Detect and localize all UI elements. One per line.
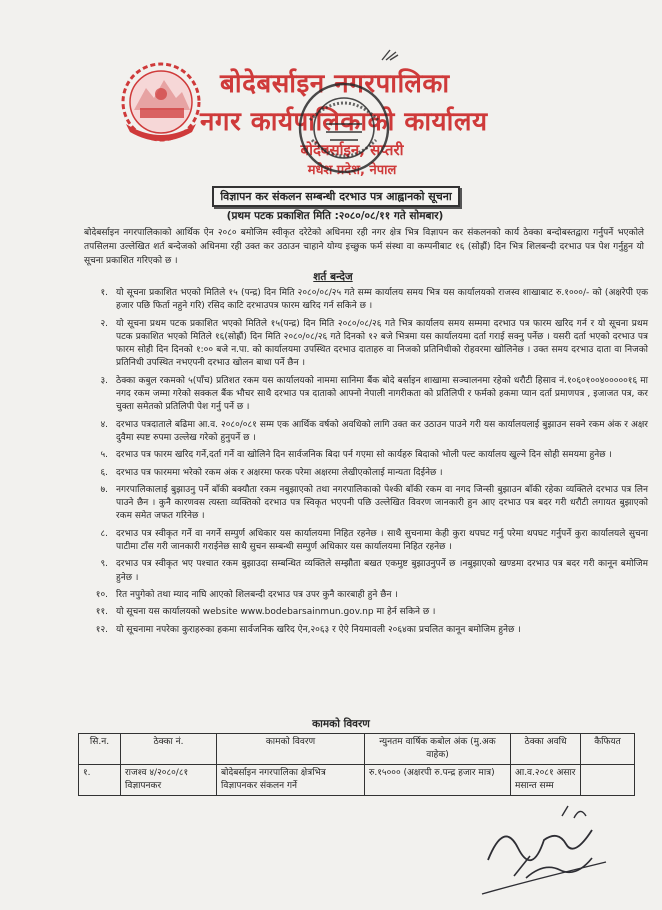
condition-item	[82, 558, 648, 585]
condition-number: ११.	[95, 607, 108, 618]
column-header: न्युनतम वार्षिक कबोल अंक (मु.अक वाहेक)	[365, 734, 511, 765]
condition-text: यो सूचनामा नपरेका कुराहरुका हकमा सार्वजनिक खरिद ऐन,२०६३ र ऐऐ नियमावली २०६४का प्रचलित कानून बमोजिम हुनेछ ।	[116, 624, 521, 635]
condition-number: २.	[100, 318, 108, 329]
condition-item	[82, 467, 648, 480]
condition-number: ३.	[100, 375, 108, 386]
column-header: ठेक्का अवधि	[511, 734, 581, 765]
org-address-line-1: बोदेबर्साइन, सप्तरी	[300, 141, 404, 159]
work-table	[78, 733, 635, 796]
condition-number: १०.	[95, 589, 108, 600]
condition-text: यो सूचना यस कार्यालयको website www.bodebarsainmun.gov.np मा हेर्न सकिने छ ।	[116, 607, 436, 618]
conditions-list	[82, 287, 648, 641]
notice-intro: बोदेबर्साइन नगरपालिकाको आर्थिक ऐन २०८० बमोजिम स्वीकृत दरेटेको अधिनमा रही नगर क्षेत्र भित्र विज्ञापन कर संकलनको कार्य ठेक्का बन्दोबस्तद्वारा गर्नुपर्ने भएकोले तपसिलमा उल्लेखित शर्त बन्देजको अधिनमा रही उक्त कर उठाउन चाहाने योग्य इच्छुक फर्म संस्था वा कम्पनीबाट १६ (सोह्रौं) दिन भित्र शिलबन्दी दरभाउ पत्र पेश गर्नुहुन यो सूचना प्रकाशित गरिएको छ ।	[84, 228, 644, 266]
ink-mark-icon	[380, 48, 400, 62]
cell-min-bid: रु.१५००० (अक्षरपी रु.पन्द्र हजार मात्र)	[365, 765, 511, 796]
condition-text: नगरपालिकालाई बुझाउनु पर्ने बाँकी बक्यौता रकम नबुझाएको तथा नगरपालिकाको पेश्की बाँकी रकम वा नगद जिन्सी बुझाउन बाँकी रहेका व्यक्तिले दरभाउ पत्र लिन पाउने छैन । कुनै कारणवस त्यस्ता व्यक्तिको दरभाउ पत्र स्विकृत भएपनी पछि उल्लेखित विवरण जानकारी हुन आए दरभाउ पत्र बदर गरी धरौटी लगायत बुझाएको रकम समेत जफत गरिनेछ ।	[116, 484, 648, 522]
condition-item	[82, 375, 648, 415]
municipality-logo	[112, 58, 210, 144]
conditions-heading: शर्त बन्देज	[313, 271, 353, 283]
notice-title: विज्ञापन कर संकलन सम्बन्धी दरभाउ पत्र आह्वानको सूचना	[212, 186, 460, 207]
cell-period: आ.व.२०८१ असार मसान्त सम्म	[511, 765, 581, 796]
notice-subtitle: (प्रथम पटक प्रकाशित मिति :२०८०/०८/११ गते सोमबार)	[226, 210, 444, 222]
cell-contract-no: राजश्व ४/२०८०/८१ विज्ञापनकर	[121, 765, 217, 796]
column-header: सि.न.	[79, 734, 121, 765]
condition-number: ६.	[100, 467, 108, 478]
cell-description: बोदेबर्साइन नगरपालिका क्षेत्रभित्र विज्ञापनकर संकलन गर्ने	[217, 765, 365, 796]
condition-item	[82, 484, 648, 524]
cell-serial: १.	[79, 765, 121, 796]
condition-text: दरभाउ पत्र फारममा भरेको रकम अंक र अक्षरमा फरक परेमा अक्षरमा लेखीएकोलाई मान्यता दिईनेछ ।	[116, 467, 443, 478]
condition-item	[82, 624, 648, 637]
condition-text: दरभाउ पत्रदाताले बढिमा आ.व. २०८०/०८१ सम्म एक आर्थिक वर्षको अवधिको लागि उक्त कर उठाउन पाउने गरी यस कार्यालयलाई बुझाउन सक्ने रकम अंक र अक्षर दुवैमा स्पष्ट रुपमा उल्लेख गरेको हुनुपर्ने छ ।	[116, 419, 648, 443]
column-header: कामको विवरण	[217, 734, 365, 765]
signature-icon	[474, 800, 614, 900]
condition-text: दरभाउ पत्र फारम खरिद गर्ने,दर्ता गर्ने वा खोलिने दिन सार्वजनिक बिदा पर्न गएमा सो कार्यहरु बिदाको भोली पल्ट कार्यालय खुल्ने दिन सोही समयमा हुनेछ ।	[116, 450, 612, 461]
org-name: बोदेबर्साइन नगरपालिका	[220, 69, 450, 99]
condition-item	[82, 589, 648, 602]
condition-number: ८.	[100, 528, 108, 539]
condition-item	[82, 528, 648, 555]
official-stamp-icon	[296, 80, 392, 176]
condition-text: दरभाउ पत्र स्वीकृत भए पश्चात रकम बुझाउदा सम्बन्धित व्यक्तिले सम्झौता बखत एकमुष्ट बुझाउनुपर्ने छ ।नबुझाएको खण्डमा दरभाउ पत्र बदर गरी कानून बमोजिम हुनेछ ।	[116, 559, 648, 583]
condition-item	[82, 419, 648, 446]
condition-text: ठेक्का कबुल रकमको ५(पाँच) प्रतिशत रकम यस कार्यालयको नाममा सानिमा बैंक बोदे बर्साइन शाखामा सञ्चालनमा रहेको धरौटी हिसाव नं.१०६०१००४०००००१६ मा नगद रकम जम्मा गरेको सक्कल बैंक भौचर साथै दरभाउ पत्र दाताको आफ्नो नेपाली नागरीकता को प्रतिलिपी र फर्मको हकमा प्यान दर्ता प्रमाणपत्र , इजाजत पत्र, कर चुक्ता समेतको प्रतिलिपी पेश गर्नु पर्ने छ ।	[116, 375, 648, 413]
condition-item	[82, 449, 648, 462]
condition-number: १२.	[95, 624, 108, 635]
condition-number: ५.	[100, 450, 108, 461]
org-address-line-2: मधेश प्रदेश, नेपाल	[307, 163, 397, 178]
column-header: ठेक्का नं.	[121, 734, 217, 765]
condition-number: ९.	[100, 559, 108, 570]
column-header: कैफियत	[581, 734, 635, 765]
condition-item	[82, 318, 648, 371]
work-table-heading: कामको विवरण	[312, 718, 370, 730]
condition-number: ७.	[100, 484, 108, 495]
condition-number: ४.	[100, 419, 108, 430]
condition-text: यो सूचना प्रथम पटक प्रकाशित भएको मितिले १५(पन्द्र) दिन मिति २०८०/०८/२६ गते भित्र कार्यालय समय सम्ममा दरभाउ पत्र फारम खरिद गर्न र यो सूचना प्रथम पटक प्रकाशित भएको मितिले १६(सोह्रौं) दिन मिति २०८०/०८/२६ गते दिनको १२ बजे भित्रमा यस कार्यालयमा दर्ता गराई सक्नु पर्नेछ । यसरी दर्ता भएको दरभाउ पत्र फारम सोही दिन दिनको १:०० बजे न.पा. को कार्यालयमा उपस्थित दरभाउ दाताहरु वा निजको प्रतिनिधीको रोहवरमा खोलिनेछ । उक्त समय दरभाउ दाता वा निजको प्रतिनिधी उपस्थित नभएपनी दरभाउ खोलन बाधा पर्ने छैन ।	[116, 318, 648, 369]
condition-text: रित नपुगेको तथा म्याद नाघि आएको शिलबन्दी दरभाउ पत्र उपर कुनै कारबाही हुने छैन ।	[116, 589, 398, 600]
org-office: नगर कार्यपालिकाको कार्यालय	[200, 107, 488, 137]
condition-number: १.	[100, 288, 108, 298]
condition-item	[82, 606, 648, 619]
table-header-row	[79, 734, 635, 765]
condition-text: दरभाउ पत्र स्वीकृत गर्ने वा नगर्ने सम्पुर्ण अधिकार यस कार्यालयमा निहित रहनेछ । साथै सुचनामा केही कुरा थपघट गर्नु परेमा थपघट गर्नुपर्ने कुरा कार्यालयले सुचना पाटीमा टाँस गरी जानकारी गराईनेछ साथै सुचन सम्बन्धी सम्पुर्ण अधिकार यस कार्यालयमा निहित रहनेछ ।	[116, 528, 648, 553]
condition-item	[82, 287, 648, 314]
cell-remarks	[581, 765, 635, 796]
table-row	[79, 765, 635, 796]
condition-text: यो सूचना प्रकाशित भएको मितिले १५ (पन्द्र) दिन मिति २०८०/०८/२५ गते सम्म कार्यालय समय भित्र यस कार्यालयको राजस्व शाखाबाट रु.१०००/- को (अक्षरेपी एक हजार पछि फिर्ता नहुने गरि) रसिद काटि दरभाउपत्र फारम खरिद गर्न सकिने छ ।	[116, 288, 648, 312]
